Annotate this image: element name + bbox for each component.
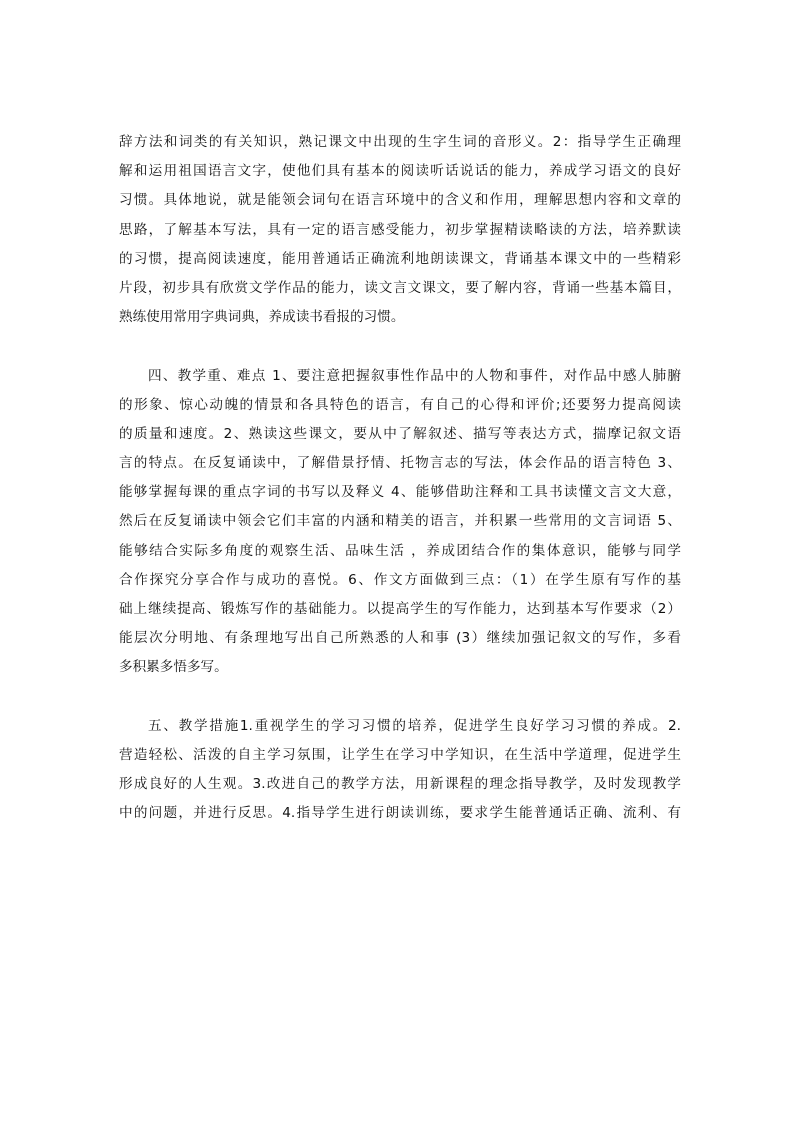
text-line: 多积累多悟多写。 — [119, 659, 228, 676]
text-line: 思路，了解基本写法，具有一定的语言感受能力，初步掌握精读略读的方法，培养默读 — [119, 221, 681, 238]
text-line: 辞方法和词类的有关知识，熟记课文中出现的生字生词的音形义。2：指导学生正确理 — [119, 134, 681, 150]
text-line: 能层次分明地、有条理地写出自己所熟悉的人和事 (3）继续加强记叙文的写作，多看 — [119, 630, 681, 647]
text-line: 然后在反复诵读中领会它们丰富的内涵和精美的语言，并积累一些常用的文言词语 5、 — [119, 513, 681, 530]
text-line: 的习惯，提高阅读速度，能用普通话正确流利地朗读课文，背诵基本课文中的一些精彩 — [119, 250, 681, 267]
text-line: 础上继续提高、锻炼写作的基础能力。以提高学生的写作能力，达到基本写作要求（2） — [119, 601, 681, 617]
text-line: 形成良好的人生观。3.改进自己的教学方法，用新课程的理念指导教学，及时发现教学 — [119, 776, 681, 793]
text-line: 中的问题，并进行反思。4.指导学生进行朗读训练，要求学生能普通话正确、流利、有 — [119, 805, 681, 822]
text-line: 合作探究分享合作与成功的喜悦。6、作文方面做到三点：（1）在学生原有写作的基 — [119, 571, 681, 588]
text-line: 习惯。具体地说，就是能领会词句在语言环境中的含义和作用，理解思想内容和文章的 — [119, 192, 681, 209]
text-line: 言的特点。在反复诵读中，了解借景抒情、托物言志的写法，体会作品的语言特色 3、 — [119, 455, 681, 472]
text-line: 能够结合实际多角度的观察生活、品味生活 ，养成团结合作的集体意识，能够与同学 — [119, 542, 681, 559]
section-heading-line: 四、教学重、难点 1、要注意把握叙事性作品中的人物和事件，对作品中感人肺腑 — [148, 367, 681, 384]
text-line: 熟练使用常用字典词典，养成读书看报的习惯。 — [119, 309, 405, 326]
text-line: 能够掌握每课的重点字词的书写以及释义 4、能够借助注释和工具书读懂文言文大意， — [119, 484, 681, 501]
document-body — [119, 128, 681, 829]
text-line: 的质量和速度。2、熟读这些课文，要从中了解叙述、描写等表达方式，揣摩记叙文语 — [119, 425, 681, 442]
paragraph-objectives — [119, 128, 681, 332]
paragraph-measures — [119, 712, 681, 829]
paragraph-spacer — [119, 683, 681, 712]
text-line: 片段，初步具有欣赏文学作品的能力，读文言文课文，要了解内容，背诵一些基本篇目， — [119, 279, 681, 296]
paragraph-key-points — [119, 362, 681, 683]
text-line: 营造轻松、活泼的自主学习氛围，让学生在学习中学知识，在生活中学道理，促进学生 — [119, 746, 681, 763]
section-heading-line: 五、教学措施1.重视学生的学习习惯的培养，促进学生良好学习习惯的养成。2. — [148, 717, 681, 734]
text-line: 解和运用祖国语言文字，使他们具有基本的阅读听话说话的能力，养成学习语文的良好 — [119, 163, 681, 180]
paragraph-spacer — [119, 332, 681, 361]
text-line: 的形象、惊心动魄的情景和各具特色的语言，有自己的心得和评价;还要努力提高阅读 — [119, 396, 681, 413]
